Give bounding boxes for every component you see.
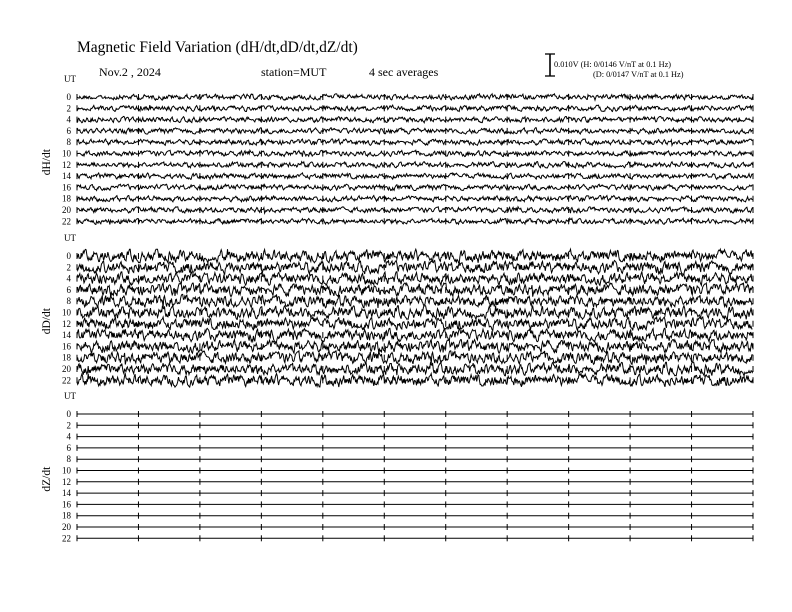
panel-h xyxy=(41,74,753,226)
hour-label: 2 xyxy=(66,262,71,273)
ut-label: UT xyxy=(64,233,76,243)
hour-label: 20 xyxy=(62,522,71,532)
trace-line xyxy=(77,328,753,342)
hour-label: 20 xyxy=(62,205,71,215)
hour-label: 8 xyxy=(66,454,71,465)
ut-label: UT xyxy=(64,74,76,84)
hour-label: 22 xyxy=(62,216,71,227)
hour-label: 0 xyxy=(66,251,71,261)
trace-line xyxy=(77,294,753,308)
trace-line xyxy=(77,374,753,388)
station-label: station=MUT xyxy=(261,65,327,79)
trace-line xyxy=(77,306,753,320)
trace-line xyxy=(77,94,753,100)
date-label: Nov.2 , 2024 xyxy=(99,65,161,79)
hour-label: 4 xyxy=(66,114,71,125)
hour-label: 8 xyxy=(66,296,71,307)
hour-label: 12 xyxy=(62,318,71,329)
hour-label: 10 xyxy=(62,148,71,159)
hour-label: 6 xyxy=(66,284,71,295)
trace-line xyxy=(77,139,753,145)
trace-line xyxy=(77,128,753,134)
hour-label: 6 xyxy=(66,125,71,136)
trace-line xyxy=(77,196,753,202)
trace-line xyxy=(77,207,753,213)
hour-label: 18 xyxy=(62,193,71,204)
trace-line xyxy=(77,173,753,179)
panel-z xyxy=(41,391,753,543)
hour-label: 16 xyxy=(62,182,71,193)
hour-label: 10 xyxy=(62,307,71,318)
hour-label: 0 xyxy=(66,92,71,102)
trace-line xyxy=(77,218,753,224)
hour-label: 4 xyxy=(66,431,71,442)
panel-d xyxy=(41,233,753,387)
scale-label: 0.010V (H: 0/0146 V/nT at 0.1 Hz) xyxy=(554,60,672,69)
hour-label: 12 xyxy=(62,159,71,170)
hour-label: 2 xyxy=(66,103,71,114)
hour-label: 12 xyxy=(62,476,71,487)
trace-line xyxy=(77,272,753,286)
hour-label: 14 xyxy=(62,330,71,341)
hour-label: 20 xyxy=(62,364,71,374)
scale-bar xyxy=(545,54,555,76)
hour-label: 2 xyxy=(66,420,71,431)
ut-label: UT xyxy=(64,391,76,401)
trace-line xyxy=(77,116,753,122)
hour-label: 22 xyxy=(62,375,71,386)
trace-line xyxy=(77,249,753,263)
hour-label: 22 xyxy=(62,533,71,544)
trace-line xyxy=(77,184,753,190)
y-axis-label: dD/dt xyxy=(41,308,53,335)
hour-label: 16 xyxy=(62,499,71,510)
trace-line xyxy=(77,261,753,275)
trace-line xyxy=(77,351,753,365)
trace-line xyxy=(77,340,753,354)
hour-label: 0 xyxy=(66,409,71,419)
trace-line xyxy=(77,162,753,168)
trace-line xyxy=(77,317,753,331)
trace-line xyxy=(77,105,753,111)
y-axis-label: dH/dt xyxy=(41,149,53,176)
averaging-label: 4 sec averages xyxy=(369,65,439,79)
hour-label: 6 xyxy=(66,442,71,453)
y-axis-label: dZ/dt xyxy=(41,466,53,492)
hour-label: 16 xyxy=(62,341,71,352)
trace-line xyxy=(77,150,753,156)
hour-label: 8 xyxy=(66,137,71,148)
hour-label: 14 xyxy=(62,488,71,499)
trace-line xyxy=(77,283,753,297)
hour-label: 18 xyxy=(62,352,71,363)
trace-line xyxy=(77,362,753,376)
hour-label: 14 xyxy=(62,171,71,182)
hour-label: 18 xyxy=(62,510,71,521)
scale-label-d: (D: 0/0147 V/nT at 0.1 Hz) xyxy=(593,70,684,79)
chart-title: Magnetic Field Variation (dH/dt,dD/dt,dZ/dt) xyxy=(77,39,358,56)
hour-label: 10 xyxy=(62,465,71,476)
hour-label: 4 xyxy=(66,273,71,284)
